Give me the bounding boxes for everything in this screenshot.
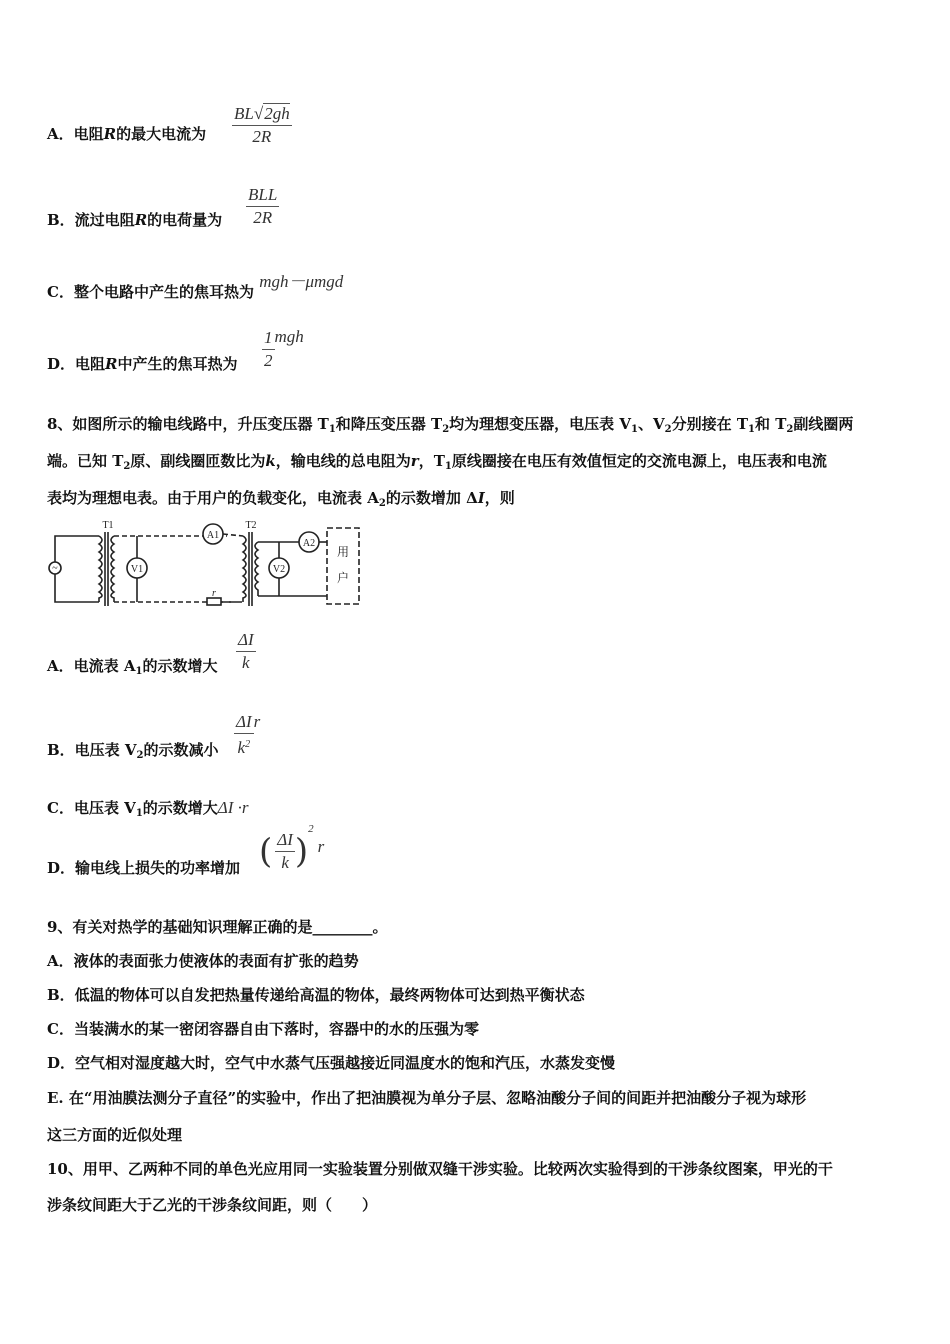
q7-b-fraction: BLL 2R [248, 185, 278, 227]
q8-option-b: B．电压表 $V_2$的示数减小 $\frac{\Delta I}{k^2}$ r [47, 712, 261, 761]
q7-a-fraction: $\frac{BL√2gh}{2R}$ [234, 104, 290, 146]
q9-stem: 9、有关对热学的基础知识理解正确的是________。 [47, 918, 388, 936]
q7-option-a: A．电阻R的最大电流为 $\frac{BL√2gh}{2R}$ [47, 104, 290, 146]
source-label: ~ [52, 563, 58, 574]
v2-label: V2 [272, 564, 286, 575]
q7-option-d: D．电阻R中产生的焦耳热为 $\frac{1}{2}$ mgh [47, 326, 304, 373]
q10-line-1: 10、用甲、乙两种不同的单色光应用同一实验装置分别做双缝干涉实验。比较两次实验得到的干涉条纹图案，甲光的干 [47, 1160, 833, 1178]
user-label-1: 用 [336, 545, 350, 559]
user-load-box [327, 528, 359, 604]
a1-label: A1 [206, 530, 220, 541]
q8-b-fraction: $\frac{\Delta I}{k^2}$ [236, 712, 252, 757]
q8-d-fraction: $\frac{\Delta I}{k}$ [277, 830, 293, 872]
v1-label: V1 [130, 564, 144, 575]
q7-option-c: C．整个电路中产生的焦耳热为 mgh－μmgd [47, 272, 344, 301]
q9-option-c: C．当装满水的某一密闭容器自由下落时，容器中的水的压强为零 [47, 1020, 479, 1038]
q8-circuit-diagram [47, 516, 367, 608]
q10-line-2: 涉条纹间距大于乙光的干涉条纹间距，则（ ） [47, 1196, 378, 1214]
r-label: r [212, 588, 216, 599]
t2-label: T2 [245, 520, 257, 531]
t1-label: T1 [102, 520, 114, 531]
q8-line-1: 8、如图所示的输电线路中，升压变压器 $T_1$和降压变压器 $T_2$均为理想变压器，电压表 $V_1$、$V_2$分别接在 $T_1$和 $T_2$副线圈两 [47, 415, 854, 435]
q7-d-fraction: $\frac{1}{2}$ [264, 328, 273, 370]
q9-option-b: B．低温的物体可以自发把热量传递给高温的物体，最终两物体可达到热平衡状态 [47, 986, 585, 1004]
q8-option-a: A．电流表 $A_1$的示数增大 $\frac{\Delta I}{k}$ [47, 630, 254, 677]
q8-line-3: 表均为理想电表。由于用户的负载变化，电流表 $A_2$的示数增加 ΔI，则 [47, 489, 515, 509]
q9-option-d: D．空气相对湿度越大时，空气中水蒸气压强越接近同温度水的饱和汽压，水蒸发变慢 [47, 1054, 616, 1072]
q9-option-e-line-2: 这三方面的近似处理 [47, 1126, 183, 1144]
q9-option-e-line-1: E. 在“用油膜法测分子直径”的实验中，作出了把油膜视为单分子层、忽略油酸分子间的间距并把油酸分子视为球形 [47, 1089, 807, 1107]
resistor-r-icon [207, 598, 221, 605]
user-label-2: 户 [336, 571, 350, 585]
q8-line-2: 端。已知 $T_2$原、副线圈匝数比为k，输电线的总电阻为r，$T_1$原线圈接在电压有效值恒定的交流电源上，电压表和电流 [47, 452, 827, 472]
q9-option-a: A．液体的表面张力使液体的表面有扩张的趋势 [47, 952, 359, 970]
q8-a-fraction: $\frac{\Delta I}{k}$ [238, 630, 254, 672]
a2-label: A2 [302, 538, 316, 549]
q8-option-d: D．输电线上损失的功率增加 ( $\frac{\Delta I}{k}$ )$^2$r [47, 822, 325, 877]
q8-option-c: C．电压表 $V_1$的示数增大ΔI ·r [47, 798, 249, 819]
q7-option-b: B．流过电阻R的电荷量为 BLL 2R [47, 185, 278, 229]
